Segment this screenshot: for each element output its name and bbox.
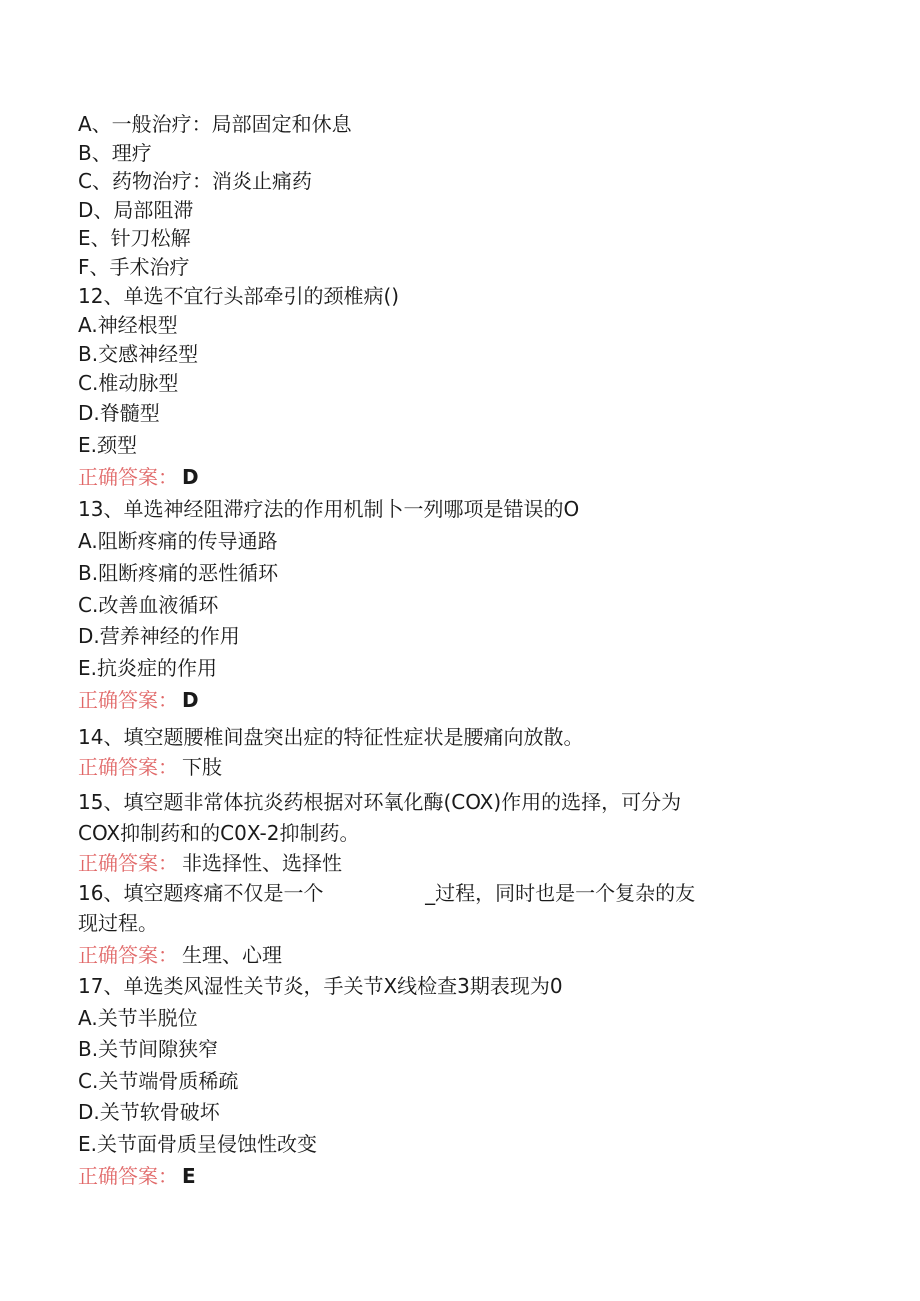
answer-label: 正确答案：: [78, 465, 178, 489]
question-13: 13、单选神经阻滞疗法的作用机制卜一列哪项是错误的O: [78, 497, 580, 521]
question-17: 17、单选类风湿性关节炎，手关节X线检查3期表现为0: [78, 974, 563, 998]
option-line: E.关节面骨质呈侵蚀性改变: [78, 1132, 317, 1156]
option-line: A、一般治疗：局部固定和休息: [78, 112, 352, 136]
answer-label: 正确答案：: [78, 755, 178, 779]
option-line: E.颈型: [78, 433, 137, 457]
question-16: 16、填空题疼痛不仅是一个 _过程，同时也是一个复杂的友: [78, 881, 696, 905]
question-14: 14、填空题腰椎间盘突出症的特征性症状是腰痛向放散。: [78, 725, 584, 749]
option-line: E.抗炎症的作用: [78, 656, 217, 680]
answer-15: [78, 849, 342, 877]
option-line: D.营养神经的作用: [78, 624, 240, 648]
option-line: C.椎动脉型: [78, 371, 179, 395]
option-line: E、针刀松解: [78, 226, 191, 250]
question-16-cont: 现过程。: [78, 911, 158, 935]
question-15-cont: COX抑制药和的C0X-2抑制药。: [78, 821, 360, 845]
answer-16: [78, 941, 282, 969]
option-line: F、手术治疗: [78, 255, 190, 279]
answer-label: 正确答案：: [78, 943, 178, 967]
answer-14: [78, 753, 222, 781]
question-12: 12、单选不宜行头部牵引的颈椎病(): [78, 284, 400, 308]
option-line: B.关节间隙狭窄: [78, 1037, 219, 1061]
option-line: D.关节软骨破坏: [78, 1100, 220, 1124]
option-line: A.神经根型: [78, 313, 178, 337]
answer-label: 正确答案：: [78, 851, 178, 875]
option-line: D.脊髓型: [78, 401, 160, 425]
option-line: A.阻断疼痛的传导通路: [78, 529, 278, 553]
answer-12: [78, 463, 199, 491]
answer-value: D: [182, 465, 199, 489]
answer-label: 正确答案：: [78, 1164, 178, 1188]
answer-value: 生理、心理: [182, 943, 282, 967]
answer-13: [78, 686, 199, 714]
answer-value: 非选择性、选择性: [182, 851, 342, 875]
option-line: C.改善血液循环: [78, 593, 219, 617]
option-line: B、理疗: [78, 141, 152, 165]
option-line: C、药物治疗：消炎止痛药: [78, 169, 312, 193]
answer-value: 下肢: [182, 755, 222, 779]
option-line: D、局部阻滞: [78, 198, 194, 222]
answer-value: D: [182, 688, 199, 712]
answer-17: [78, 1162, 196, 1190]
option-line: B.阻断疼痛的恶性循环: [78, 561, 279, 585]
option-line: C.关节端骨质稀疏: [78, 1069, 239, 1093]
option-line: B.交感神经型: [78, 342, 199, 366]
answer-value: E: [182, 1164, 196, 1188]
answer-label: 正确答案：: [78, 688, 178, 712]
question-15: 15、填空题非常体抗炎药根据对环氧化酶(COX)作用的选择，可分为: [78, 790, 682, 814]
option-line: A.关节半脱位: [78, 1006, 198, 1030]
